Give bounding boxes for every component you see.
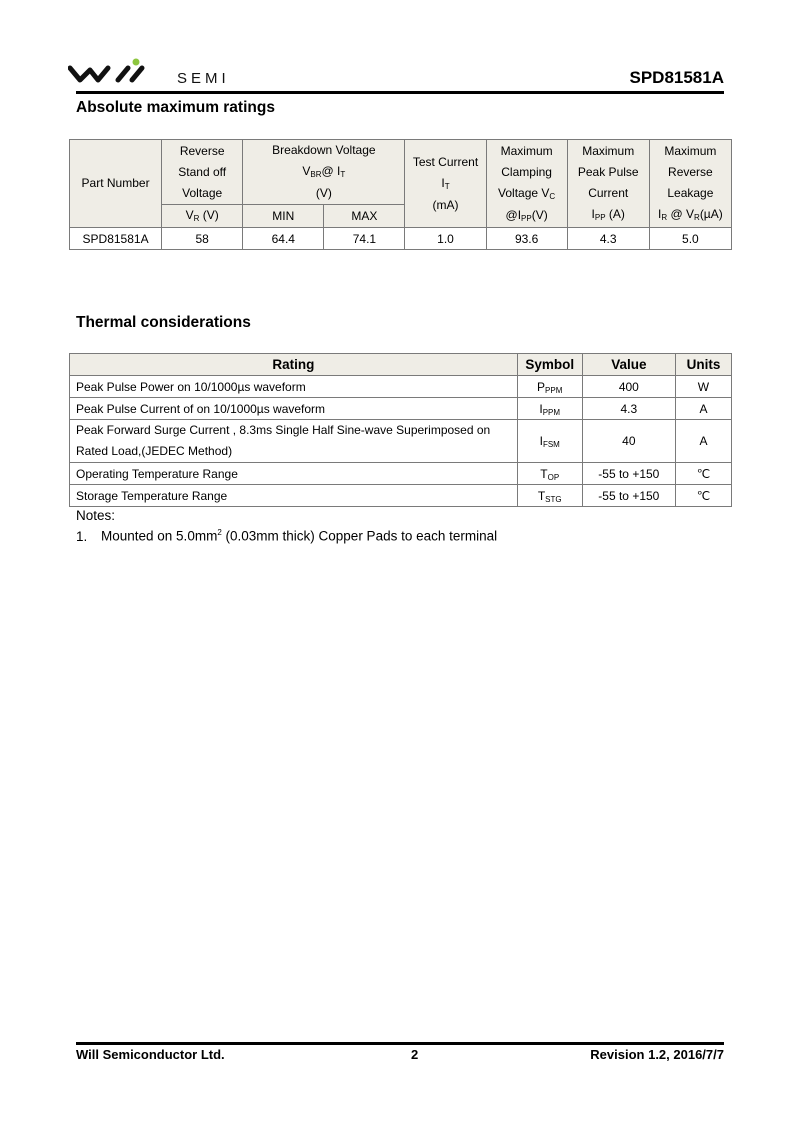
table-row: [70, 228, 732, 250]
header-vr-unit: $V_R$ (V): [162, 205, 243, 228]
cell-it: 1.0: [405, 228, 486, 250]
cell-ir: 5.0: [649, 228, 731, 250]
cell-rating: Storage Temperature Range: [70, 485, 518, 507]
header-max-peak-pulse-current: Maximum Peak Pulse Current $I_{PP}$ (A): [567, 140, 649, 228]
cell-vc: 93.6: [486, 228, 567, 250]
header-symbol: Symbol: [517, 354, 582, 376]
section-title-absolute-max: Absolute maximum ratings: [76, 99, 275, 116]
cell-units: A: [675, 420, 731, 463]
cell-value: 40: [582, 420, 675, 463]
document-part-number: SPD81581A: [629, 68, 724, 87]
cell-rating: Peak Forward Surge Current , 8.3ms Single Half Sine-wave Superimposed on Rated Load,(JEDEC Method): [70, 420, 518, 463]
header-divider: [76, 91, 724, 94]
header-max: MAX: [324, 205, 405, 228]
table-row: [70, 485, 732, 507]
thermal-table: [69, 353, 732, 507]
cell-rating: Peak Pulse Power on 10/1000µs waveform: [70, 376, 518, 398]
header-value: Value: [582, 354, 675, 376]
note-item: 1. Mounted on $5.0mm^2$ (0.03mm thick) Copper Pads to each terminal: [76, 528, 498, 544]
header-max-reverse-leakage: Maximum Reverse Leakage $I_R$ @ $V_R(\mu A)$: [649, 140, 731, 228]
footer-revision: Revision 1.2, 2016/7/7: [590, 1047, 724, 1062]
table-row: [70, 420, 732, 463]
cell-symbol: $T_{STG}$: [517, 485, 582, 507]
section-title-thermal: Thermal considerations: [76, 314, 251, 331]
cell-rating: Peak Pulse Current of on 10/1000µs waveform: [70, 398, 518, 420]
cell-units: ℃: [675, 463, 731, 485]
header-rating: Rating: [70, 354, 518, 376]
header-min: MIN: [243, 205, 324, 228]
cell-value: 4.3: [582, 398, 675, 420]
cell-vr: 58: [162, 228, 243, 250]
header-test-current: Test Current $I_T$ (mA): [405, 140, 486, 228]
cell-ipp: 4.3: [567, 228, 649, 250]
cell-symbol: $I_{FSM}$: [517, 420, 582, 463]
logo-semi-text: SEMI: [177, 70, 230, 87]
header-units: Units: [675, 354, 731, 376]
cell-units: ℃: [675, 485, 731, 507]
cell-value: 400: [582, 376, 675, 398]
cell-units: A: [675, 398, 731, 420]
header-reverse-standoff: Reverse Stand off Voltage: [162, 140, 243, 205]
cell-value: -55 to +150: [582, 463, 675, 485]
cell-vbr-min: 64.4: [243, 228, 324, 250]
cell-rating: Operating Temperature Range: [70, 463, 518, 485]
cell-value: -55 to +150: [582, 485, 675, 507]
header-part-number: Part Number: [70, 140, 162, 228]
header-breakdown-voltage: Breakdown Voltage $V_{BR}@$ $I_T$ (V): [243, 140, 405, 205]
table-row: [70, 463, 732, 485]
header-max-clamping-voltage: Maximum Clamping Voltage $V_C$ $@I_{PP}(V)$: [486, 140, 567, 228]
cell-symbol: $P_{PPM}$: [517, 376, 582, 398]
absolute-max-table: [69, 139, 732, 250]
cell-vbr-max: 74.1: [324, 228, 405, 250]
footer-company: Will Semiconductor Ltd.: [76, 1047, 225, 1062]
cell-symbol: $I_{PPM}$: [517, 398, 582, 420]
footer-divider: [76, 1042, 724, 1045]
table-row: [70, 398, 732, 420]
footer-page-number: 2: [411, 1047, 419, 1062]
cell-units: W: [675, 376, 731, 398]
notes-title: Notes:: [76, 508, 116, 523]
table-row: [70, 376, 732, 398]
cell-part: SPD81581A: [70, 228, 162, 250]
cell-symbol: $T_{OP}$: [517, 463, 582, 485]
